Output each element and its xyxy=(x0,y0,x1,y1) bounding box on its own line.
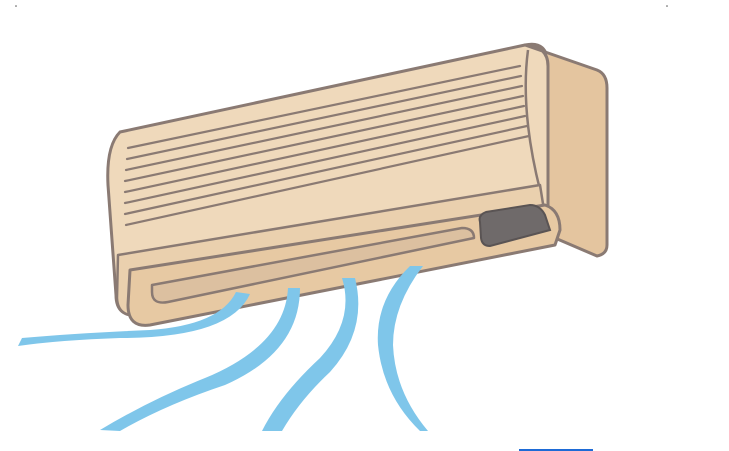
corner-speck-right xyxy=(666,5,668,7)
airflow-ribbon-4 xyxy=(378,266,428,431)
corner-speck-left xyxy=(15,5,17,7)
